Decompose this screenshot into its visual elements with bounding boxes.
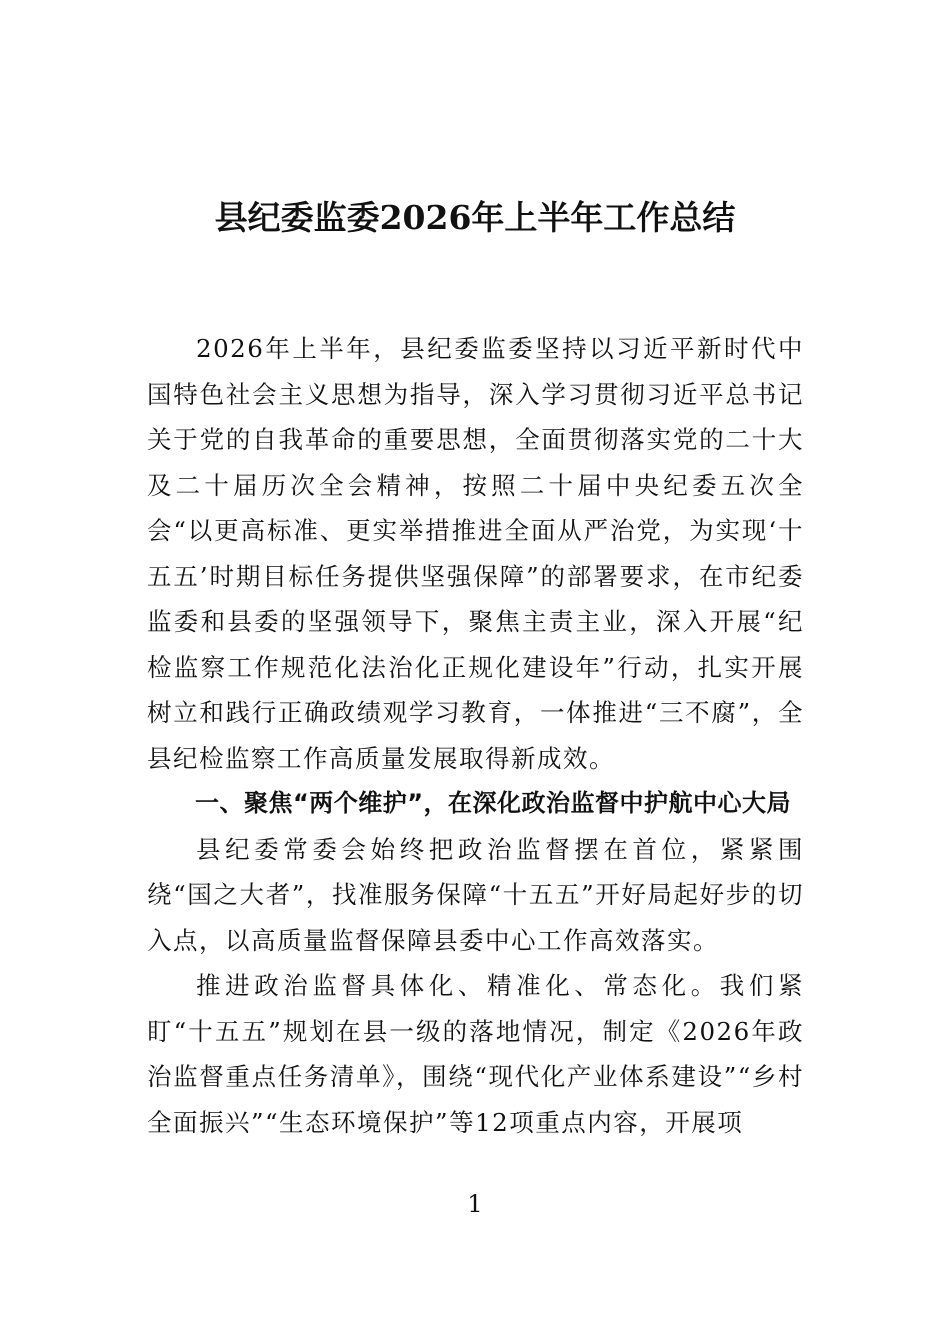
page-number: 1 [467,1190,483,1218]
intro-paragraph: 2026年上半年，县纪委监委坚持以习近平新时代中国特色社会主义思想为指导，深入学习贯彻习近平总书记关于党的自我革命的重要思想，全面贯彻落实党的二十大及二十届历次全会精神，按照二十届中央纪委五次全会“以更高标准、更实举措推进全面从严治党，为实现‘十五五’时期目标任务提供坚强保障”的部署要求，在市纪委监委和县委的坚强领导下，聚焦主责主业，深入开展“纪检监察工作规范化法治化正规化建设年”行动，扎实开展树立和践行正确政绩观学习教育，一体推进“三不腐”，全县纪检监察工作高质量发展取得新成效。 [147,334,804,773]
section-paragraph: 推进政治监督具体化、精准化、常态化。我们紧盯“十五五”规划在县一级的落地情况，制定《2026年政治监督重点任务清单》，围绕“现代化产业体系建设”“乡村全面振兴”“生态环境保护”等12项重点内容，开展项 [147,971,804,1137]
document-body [147,326,804,1145]
document-title: 县纪委监委2026年上半年工作总结 [214,198,736,237]
section-heading: 一、聚焦“两个维护”，在深化政治监督中护航中心大局 [195,789,792,817]
section-paragraph: 县纪委常委会始终把政治监督摆在首位，紧紧围绕“国之大者”，找准服务保障“十五五”开好局起好步的切入点，以高质量监督保障县委中心工作高效落实。 [147,834,804,955]
